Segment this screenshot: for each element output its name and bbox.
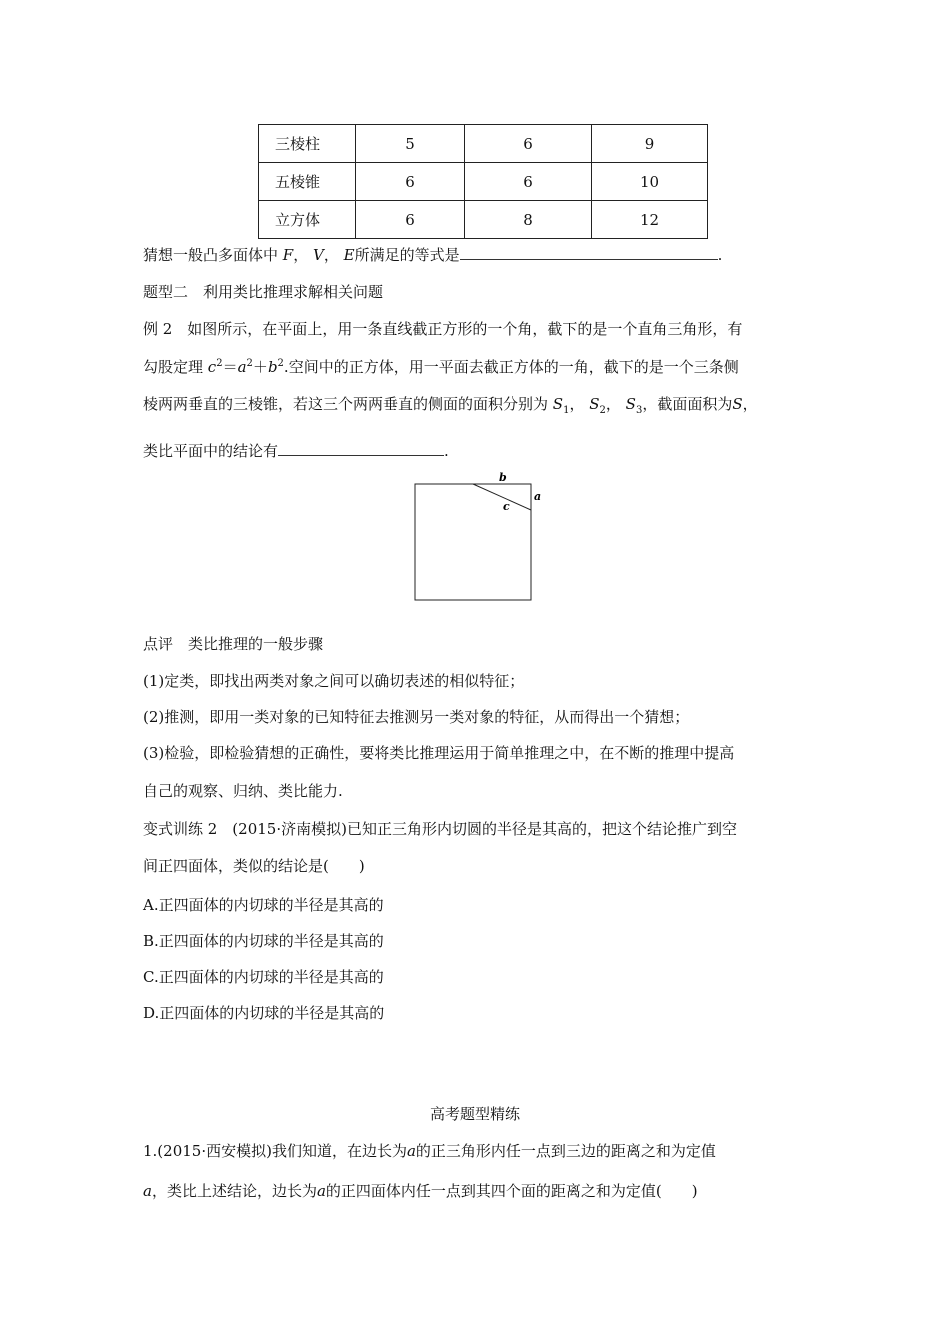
review-title: 点评 类比推理的一般步骤 [143, 635, 324, 653]
text-span: .空间中的正方体，用一平面去截正方体的一角，截下的是一个三条侧 [283, 358, 739, 376]
example2-line3: 棱两两垂直的三棱锥，若这三个两两垂直的侧面的面积分别为 $S_1$， $S_2$， $S_3$，截面面积为S， [143, 395, 758, 416]
square-corner-figure [410, 470, 545, 605]
cut-line [473, 484, 531, 510]
table-cell: 三棱柱 [259, 125, 356, 163]
review-step3b: 自己的观察、归纳、类比能力. [143, 782, 343, 800]
exponent: 2 [216, 358, 223, 369]
table-cell: 8 [465, 201, 592, 239]
conjecture-line: 猜想一般凸多面体中 F， V， E所满足的等式是 . [143, 246, 723, 264]
polyhedra-table [258, 124, 708, 239]
option-d[interactable]: D.正四面体的内切球的半径是其高的 [143, 1004, 385, 1022]
text-span: . [444, 442, 449, 460]
answer-blank[interactable] [278, 441, 444, 456]
text-span: 的正四面体内任一点到其四个面的距离之和为定值( ) [325, 1182, 698, 1200]
equals-sign: ＝ [222, 358, 238, 376]
table-cell: 5 [356, 125, 465, 163]
example2-line1: 例 2 如图所示，在平面上，用一条直线截正方形的一个角，截下的是一个直角三角形，有 [143, 320, 743, 338]
text-span: 勾股定理 [143, 358, 204, 376]
var-a: a [316, 1182, 326, 1200]
exponent: 2 [246, 358, 253, 369]
answer-blank[interactable] [460, 245, 718, 260]
var-a: a [406, 1142, 416, 1160]
var-v: V [313, 246, 324, 264]
table-row [259, 125, 708, 163]
var-a: a [143, 1182, 152, 1200]
var-s: S [732, 395, 743, 413]
example2-line2 [143, 356, 739, 377]
text-span: 类比平面中的结论有 [143, 442, 279, 460]
table-cell: 12 [592, 201, 708, 239]
text-span: ， [742, 395, 758, 413]
subscript: 2 [599, 405, 606, 416]
option-a[interactable]: A.正四面体的内切球的半径是其高的 [143, 896, 384, 914]
option-b[interactable]: B.正四面体的内切球的半径是其高的 [143, 932, 384, 950]
gaokao-title: 高考题型精练 [429, 1105, 520, 1123]
var-a: a [237, 358, 247, 376]
review-step3a: (3)检验，即检验猜想的正确性，要将类比推理运用于简单推理之中，在不断的推理中提高 [143, 744, 735, 762]
gaokao-q1-line2 [143, 1180, 698, 1201]
plus-sign: ＋ [252, 358, 268, 376]
var-s2: S [589, 395, 600, 413]
text-span: 的正三角形内任一点到三边的距离之和为定值 [415, 1142, 716, 1160]
review-step1: (1)定类，即找出两类对象之间可以确切表述的相似特征； [143, 672, 525, 690]
table-cell: 6 [465, 125, 592, 163]
variant2-line1: 变式训练 2 (2015·济南模拟)已知正三角形内切圆的半径是其高的，把这个结论推广到空 [143, 820, 737, 838]
label-a: a [534, 490, 542, 503]
table-cell: 6 [356, 163, 465, 201]
table-row [259, 201, 708, 239]
section-title: 题型二 利用类比推理求解相关问题 [143, 283, 384, 301]
table-cell: 6 [356, 201, 465, 239]
subscript: 1 [563, 405, 570, 416]
table-cell: 五棱锥 [259, 163, 356, 201]
exponent: 2 [277, 358, 284, 369]
var-f: F [282, 246, 294, 264]
text-span: ，类比上述结论，边长为 [151, 1182, 317, 1200]
text-span: 1.(2015·西安模拟)我们知道，在边长为 [143, 1142, 407, 1160]
gaokao-q1-line1 [143, 1140, 716, 1161]
table-row [259, 163, 708, 201]
var-s3: S [625, 395, 636, 413]
review-step2: (2)推测，即用一类对象的已知特征去推测另一类对象的特征，从而得出一个猜想； [143, 708, 690, 726]
subscript: 3 [635, 405, 643, 416]
table-cell: 6 [465, 163, 592, 201]
square-outline [415, 484, 531, 600]
label-c: c [503, 500, 510, 513]
conjecture-prefix: 猜想一般凸多面体中 [143, 246, 279, 264]
table-cell: 10 [592, 163, 708, 201]
text-span: 棱两两垂直的三棱锥，若这三个两两垂直的侧面的面积分别为 [143, 395, 549, 413]
var-c: c [207, 358, 217, 376]
example2-line4 [143, 440, 449, 461]
option-c[interactable]: C.正四面体的内切球的半径是其高的 [143, 968, 384, 986]
label-b: b [499, 471, 507, 484]
var-s1: S [552, 395, 564, 413]
var-e: E [343, 246, 355, 264]
text-span: ，截面面积为 [642, 395, 733, 413]
table-cell: 9 [592, 125, 708, 163]
variant2-line2: 间正四面体，类似的结论是( ) [143, 857, 365, 875]
var-b: b [267, 358, 278, 376]
table-cell: 立方体 [259, 201, 356, 239]
conjecture-suffix: 所满足的等式是 [354, 246, 460, 264]
conjecture-end: . [717, 246, 723, 264]
